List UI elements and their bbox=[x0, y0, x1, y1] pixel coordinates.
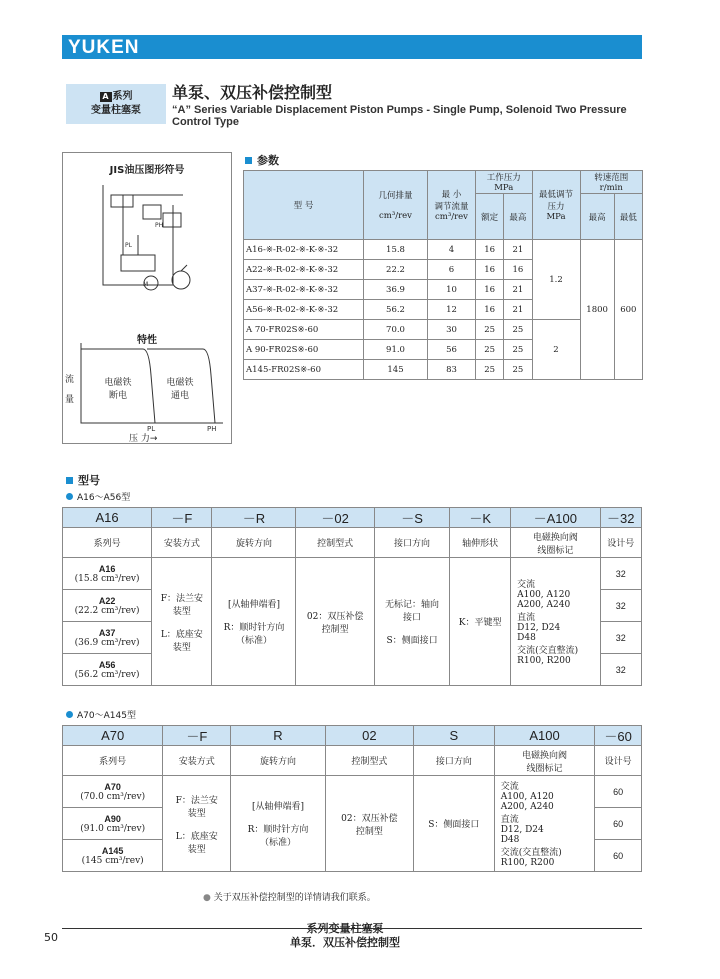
name-cell: 控制型式 bbox=[296, 528, 374, 558]
params-cell: 16 bbox=[504, 260, 532, 280]
model-table-1 bbox=[62, 507, 642, 686]
name-cell: 设计号 bbox=[600, 528, 641, 558]
char-left-region: 电磁铁 断电 bbox=[104, 378, 132, 401]
t1-label bbox=[66, 490, 130, 503]
name-cell: 轴伸形状 bbox=[450, 528, 511, 558]
params-cell: 91.0 bbox=[364, 340, 428, 360]
page-number: 50 bbox=[44, 931, 58, 944]
design-cell: 32 bbox=[600, 654, 641, 686]
name-cell: 系列号 bbox=[63, 746, 163, 776]
code-cell: －02 bbox=[296, 508, 374, 528]
design-cell: 60 bbox=[595, 808, 642, 840]
series-code: A145 bbox=[101, 845, 124, 856]
series-cell bbox=[63, 840, 163, 872]
params-cell: 25 bbox=[476, 340, 504, 360]
coil-cell: 交流 A100, A120 A200, A240 直流 D12, D24 D48 交流(交直整流) R100, R200 bbox=[494, 776, 595, 872]
design-cell: 32 bbox=[600, 622, 641, 654]
badge-line1: 系列 bbox=[112, 91, 133, 102]
code-cell: －32 bbox=[600, 508, 641, 528]
rot-cell: [从轴伸端看] R：顺时针方向 （标准） bbox=[212, 558, 296, 686]
code-row bbox=[63, 726, 642, 746]
name-cell: 安装方式 bbox=[152, 528, 212, 558]
series-disp: (36.9 cm³/rev) bbox=[74, 637, 140, 648]
series-disp: (22.2 cm³/rev) bbox=[74, 605, 140, 616]
name-row bbox=[63, 746, 642, 776]
params-cell: A16-※-R-02-※-K-※-32 bbox=[244, 240, 364, 260]
model-heading bbox=[66, 472, 100, 488]
params-cell: A22-※-R-02-※-K-※-32 bbox=[244, 260, 364, 280]
name-cell: 接口方向 bbox=[374, 528, 449, 558]
t2-label-text: A70～A145型 bbox=[77, 711, 136, 721]
design-cell: 32 bbox=[600, 558, 641, 590]
code-cell: A100 bbox=[494, 726, 595, 746]
port-cell: 无标记：轴向 接口 S：侧面接口 bbox=[374, 558, 449, 686]
series-row bbox=[63, 776, 642, 808]
note: ● 关于双压补偿控制型的详情请我们联系。 bbox=[203, 893, 376, 903]
series-cell bbox=[63, 654, 152, 686]
code-cell: 02 bbox=[325, 726, 413, 746]
params-cell: 10 bbox=[428, 280, 476, 300]
name-cell: 电磁换向阀 线圈标记 bbox=[494, 746, 595, 776]
design-cell: 32 bbox=[600, 590, 641, 622]
page-subtitle: “A” Series Variable Displacement Piston Pumps - Single Pump, Solenoid Two Pressure Control Type bbox=[172, 104, 627, 128]
badge-line2: 变量柱塞泵 bbox=[91, 105, 141, 116]
code-row bbox=[63, 508, 642, 528]
name-cell: 电磁换向阀 线圈标记 bbox=[511, 528, 600, 558]
params-heading-text: 参数 bbox=[257, 154, 279, 167]
char-y-label: 流 量 bbox=[65, 375, 75, 405]
code-cell: －S bbox=[374, 508, 449, 528]
series-cell bbox=[63, 776, 163, 808]
series-disp: (145 cm³/rev) bbox=[81, 855, 144, 866]
series-code: A90 bbox=[104, 813, 121, 824]
name-cell: 控制型式 bbox=[325, 746, 413, 776]
params-cell: 25 bbox=[504, 360, 532, 380]
symbol-heading: JIS油压图形符号 bbox=[109, 165, 185, 176]
name-cell: 设计号 bbox=[595, 746, 642, 776]
h-press: 工作压力 MPa bbox=[476, 171, 533, 194]
params-cell: 22.2 bbox=[364, 260, 428, 280]
minadj-b: 2 bbox=[532, 320, 580, 380]
char-pl: PL bbox=[147, 425, 156, 433]
name-row bbox=[63, 528, 642, 558]
params-cell: A145-FR02S※-60 bbox=[244, 360, 364, 380]
code-cell: －F bbox=[152, 508, 212, 528]
series-code: A70 bbox=[104, 781, 121, 792]
name-cell: 旋转方向 bbox=[212, 528, 296, 558]
shaft-cell: K：平键型 bbox=[450, 558, 511, 686]
series-row bbox=[63, 558, 642, 590]
speed-max: 1800 bbox=[580, 240, 614, 380]
symbol-panel bbox=[62, 152, 232, 444]
params-cell: 30 bbox=[428, 320, 476, 340]
params-cell: 4 bbox=[428, 240, 476, 260]
series-disp: (70.0 cm³/rev) bbox=[80, 791, 146, 802]
code-cell: R bbox=[231, 726, 326, 746]
params-cell: 70.0 bbox=[364, 320, 428, 340]
h-disp bbox=[364, 171, 428, 240]
h-model: 型 号 bbox=[244, 171, 364, 240]
h-disp-label: 几何排量 bbox=[378, 191, 413, 201]
h-disp-unit: cm³/rev bbox=[379, 211, 412, 221]
char-ph: PH bbox=[207, 425, 217, 433]
params-cell: 6 bbox=[428, 260, 476, 280]
page-title: 单泵、双压补偿控制型 bbox=[172, 83, 333, 102]
params-row bbox=[244, 240, 643, 260]
mount-cell: F：法兰安 装型 L：底座安 装型 bbox=[163, 776, 231, 872]
design-cell: 60 bbox=[595, 840, 642, 872]
params-cell: 145 bbox=[364, 360, 428, 380]
coil-cell: 交流 A100, A120 A200, A240 直流 D12, D24 D48 交流(交直整流) R100, R200 bbox=[511, 558, 600, 686]
params-cell: A37-※-R-02-※-K-※-32 bbox=[244, 280, 364, 300]
char-right-region: 电磁铁 通电 bbox=[166, 378, 194, 401]
params-cell: 25 bbox=[504, 320, 532, 340]
params-cell: 16 bbox=[476, 240, 504, 260]
params-cell: 25 bbox=[476, 360, 504, 380]
ctrl-cell: 02：双压补偿 控制型 bbox=[325, 776, 413, 872]
t1-label-text: A16～A56型 bbox=[77, 493, 131, 503]
series-disp: (15.8 cm³/rev) bbox=[74, 573, 140, 584]
series-cell bbox=[63, 590, 152, 622]
code-cell: －60 bbox=[595, 726, 642, 746]
params-cell: 21 bbox=[504, 240, 532, 260]
note-text: 关于双压补偿控制型的详情请我们联系。 bbox=[213, 893, 376, 903]
footer-title bbox=[290, 922, 400, 950]
symbol-pl: PL bbox=[125, 242, 132, 249]
params-cell: A 90-FR02S※-60 bbox=[244, 340, 364, 360]
series-code: A16 bbox=[98, 563, 116, 574]
code-cell: S bbox=[414, 726, 495, 746]
brand-logo: YUKEN bbox=[68, 37, 140, 58]
series-disp: (56.2 cm³/rev) bbox=[74, 669, 140, 680]
minadj-a: 1.2 bbox=[532, 240, 580, 320]
code-cell: A16 bbox=[63, 508, 152, 528]
name-cell: 接口方向 bbox=[414, 746, 495, 776]
params-cell: 21 bbox=[504, 280, 532, 300]
speed-min: 600 bbox=[614, 240, 642, 380]
code-cell: －F bbox=[163, 726, 231, 746]
series-cell bbox=[63, 558, 152, 590]
params-cell: 83 bbox=[428, 360, 476, 380]
name-cell: 安装方式 bbox=[163, 746, 231, 776]
characteristic-heading: 特性 bbox=[137, 335, 157, 346]
series-code: A37 bbox=[98, 627, 116, 638]
params-heading bbox=[245, 152, 279, 168]
params-cell: 56 bbox=[428, 340, 476, 360]
name-cell: 旋转方向 bbox=[231, 746, 326, 776]
ctrl-cell: 02：双压补偿 控制型 bbox=[296, 558, 374, 686]
rot-cell: [从轴伸端看] R：顺时针方向 （标准） bbox=[231, 776, 326, 872]
name-cell: 系列号 bbox=[63, 528, 152, 558]
params-cell: 16 bbox=[476, 260, 504, 280]
model-heading-text: 型号 bbox=[78, 474, 100, 487]
series-disp: (91.0 cm³/rev) bbox=[80, 823, 146, 834]
params-cell: 12 bbox=[428, 300, 476, 320]
code-cell: －K bbox=[450, 508, 511, 528]
h-smax: 最高 bbox=[580, 194, 614, 240]
series-code: A22 bbox=[98, 595, 116, 606]
series-code: A56 bbox=[98, 659, 116, 670]
model-table-2 bbox=[62, 725, 642, 872]
params-table bbox=[243, 170, 643, 380]
characteristic-chart bbox=[63, 335, 231, 443]
params-cell: 36.9 bbox=[364, 280, 428, 300]
mount-cell: F：法兰安 装型 L：底座安 装型 bbox=[152, 558, 212, 686]
t2-label bbox=[66, 708, 136, 721]
footer-line2: 单泵．双压补偿控制型 bbox=[290, 936, 400, 949]
params-cell: A56-※-R-02-※-K-※-32 bbox=[244, 300, 364, 320]
code-cell: －R bbox=[212, 508, 296, 528]
code-cell: －A100 bbox=[511, 508, 600, 528]
brand-bar bbox=[62, 35, 642, 59]
params-cell: 25 bbox=[504, 340, 532, 360]
params-cell: 25 bbox=[476, 320, 504, 340]
hydraulic-symbol bbox=[63, 175, 231, 295]
h-max: 最高 bbox=[504, 194, 532, 240]
series-badge: A 系列 变量柱塞泵 bbox=[66, 84, 166, 124]
params-cell: 21 bbox=[504, 300, 532, 320]
symbol-ph: PH bbox=[155, 222, 164, 229]
h-min: 最 小 调节流量 cm³/rev bbox=[428, 171, 476, 240]
params-cell: A 70-FR02S※-60 bbox=[244, 320, 364, 340]
h-rated: 额定 bbox=[476, 194, 504, 240]
series-cell bbox=[63, 622, 152, 654]
symbol-m: M bbox=[143, 281, 149, 288]
h-smin: 最低 bbox=[614, 194, 642, 240]
params-cell: 15.8 bbox=[364, 240, 428, 260]
footer-line1: 系列变量柱塞泵 bbox=[306, 922, 384, 935]
h-minadj: 最低调节 压力 MPa bbox=[532, 171, 580, 240]
code-cell: A70 bbox=[63, 726, 163, 746]
series-cell bbox=[63, 808, 163, 840]
design-cell: 60 bbox=[595, 776, 642, 808]
h-speed: 转速范围 r/min bbox=[580, 171, 643, 194]
port-cell: S：侧面接口 bbox=[414, 776, 495, 872]
char-x-label: 压 力→ bbox=[129, 434, 158, 444]
params-cell: 56.2 bbox=[364, 300, 428, 320]
params-cell: 16 bbox=[476, 300, 504, 320]
params-cell: 16 bbox=[476, 280, 504, 300]
